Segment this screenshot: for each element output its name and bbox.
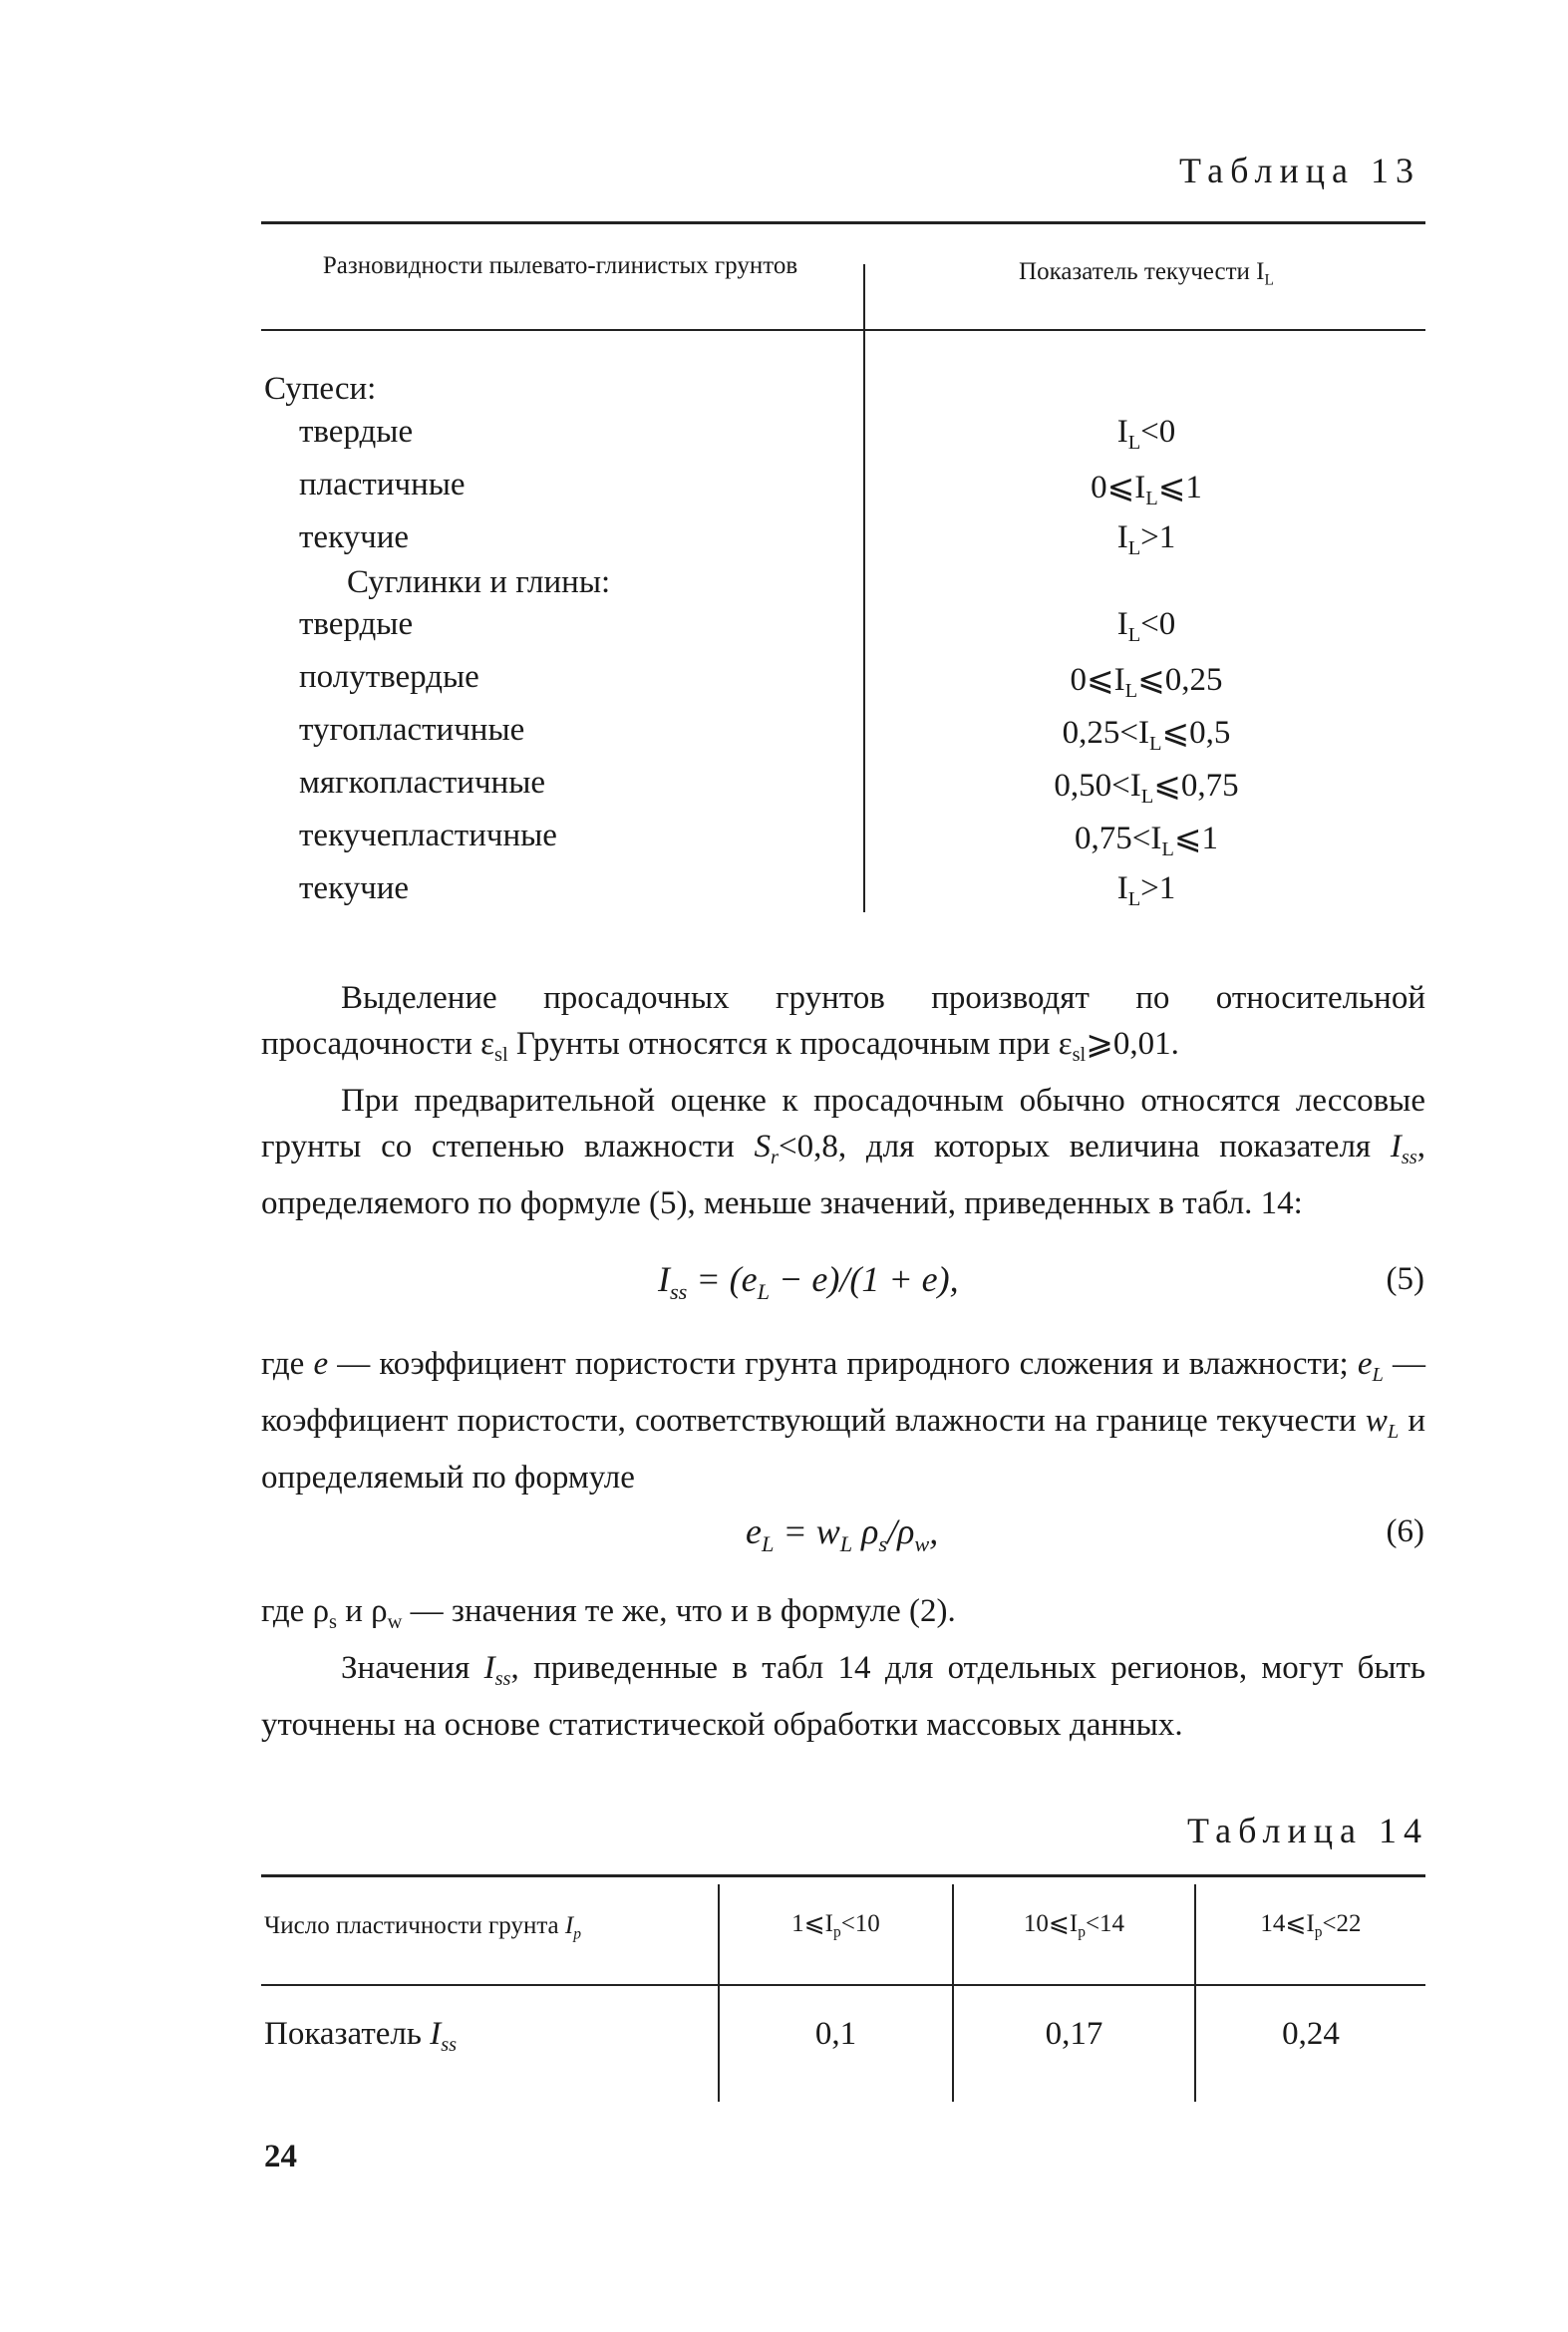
- formula-5: $I_{ss} = (e_L - e)/(1 + e)$,: [658, 1259, 959, 1304]
- table14-row2-label: Показатель $I_{ss}$: [264, 2016, 458, 2057]
- paragraph: Значения $I_{ss}$, приведенные в табл 14 для отдельных регионов, могут быть уточнены на основе статистической обработки массовых данных.: [261, 1650, 1426, 1744]
- table13-row-name: мягкопластичные: [299, 765, 546, 801]
- table14-top-rule: [261, 1874, 1425, 1877]
- table13-row-value: $I_L>1$: [1116, 870, 1176, 911]
- table14-mid-rule: [261, 1984, 1425, 1986]
- table13-caption: Таблица 13: [1179, 151, 1420, 190]
- formula-6: $e_L = w_L$ $\rho_s/\rho_w$,: [746, 1511, 939, 1556]
- paragraph: Выделение просадочных грунтов производят по относительной просадочности $\varepsilon_{sl}$ Грунты относятся к просадочным при $\varepsilon_{sl}⩾0,01$.: [261, 980, 1425, 1067]
- page-number: 24: [264, 2139, 297, 2174]
- table14-value-2: 0,17: [1045, 2016, 1103, 2052]
- table14-caption: Таблица 14: [1187, 1811, 1428, 1850]
- table14-value-1: 0,1: [814, 2016, 857, 2052]
- table13-group-label: Супеси:: [264, 371, 377, 407]
- table14-range-1: $1⩽I_p<10$: [791, 1910, 880, 1941]
- table13-row-name: пластичные: [299, 467, 466, 502]
- text-block-2: [261, 1341, 1425, 1500]
- table13-row-name: тугопластичные: [299, 712, 525, 748]
- table13-row-value: $I_L<0$: [1116, 414, 1176, 455]
- paragraph: где $\rho_s$ и $\rho_w$ — значения те же, что и в формуле (2).: [261, 1593, 956, 1634]
- formula-5-number: (5): [1386, 1261, 1424, 1297]
- table13-group-label: Суглинки и глины:: [347, 564, 611, 600]
- table13-header-col2: [867, 257, 1425, 295]
- table13-row-value: $0,75<I_L⩽1$: [1075, 821, 1218, 861]
- table14-range-2: $10⩽I_p<14$: [1023, 1910, 1125, 1941]
- table13-col-divider: [863, 264, 865, 912]
- table13-row-name: текучепластичные: [299, 818, 557, 853]
- table13-row-name: полутвердые: [299, 659, 479, 695]
- table13-row-value: $0⩽I_L⩽1$: [1091, 470, 1202, 510]
- table13-top-rule: [261, 221, 1425, 224]
- table13-row-value: $0,25<I_L⩽0,5$: [1062, 715, 1231, 756]
- table13-row-value: $I_L>1$: [1116, 519, 1176, 560]
- table14-range-3: $14⩽I_p<22$: [1260, 1910, 1362, 1941]
- formula-6-number: (6): [1386, 1513, 1424, 1549]
- table14-value-3: 0,24: [1282, 2016, 1340, 2052]
- text-block-1: [261, 975, 1425, 1226]
- table13-header-col1: Разновидности пылевато-глинистых грунтов: [322, 252, 798, 279]
- table13-row-name: текучие: [299, 519, 410, 555]
- table13-header-col2-sub: L: [1264, 271, 1274, 289]
- table13-row-name: текучие: [299, 870, 410, 906]
- table13-row-value: $I_L<0$: [1116, 606, 1176, 647]
- table13-header-rule: [261, 329, 1425, 331]
- table13-row-value: $0,50<I_L⩽0,75$: [1054, 768, 1239, 809]
- table14-row1-label: Число пластичности грунта $I_p$: [264, 1912, 581, 1943]
- paragraph: где e — коэффициент пористости грунта природного сложения и влажности; $e_L$ — коэффициент пористости, соответствующий влажности на границе текучести $w_L$ и определяемый по формуле: [261, 1346, 1425, 1497]
- table13-row-name: твердые: [299, 606, 414, 642]
- table13-row-value: $0⩽I_L⩽0,25$: [1070, 662, 1223, 703]
- text-block-3: [261, 1588, 1425, 1748]
- table13-row-name: твердые: [299, 414, 414, 450]
- table13-header-col2-text: Показатель текучести I: [1019, 258, 1265, 285]
- paragraph: При предварительной оценке к просадочным обычно относятся лессовые грунты со степенью влажности $S_r<0,8$, для которых величина показателя $I_{ss}$, определяемого по формуле (5), меньше значений, приведенных в табл. 14:: [261, 1083, 1425, 1222]
